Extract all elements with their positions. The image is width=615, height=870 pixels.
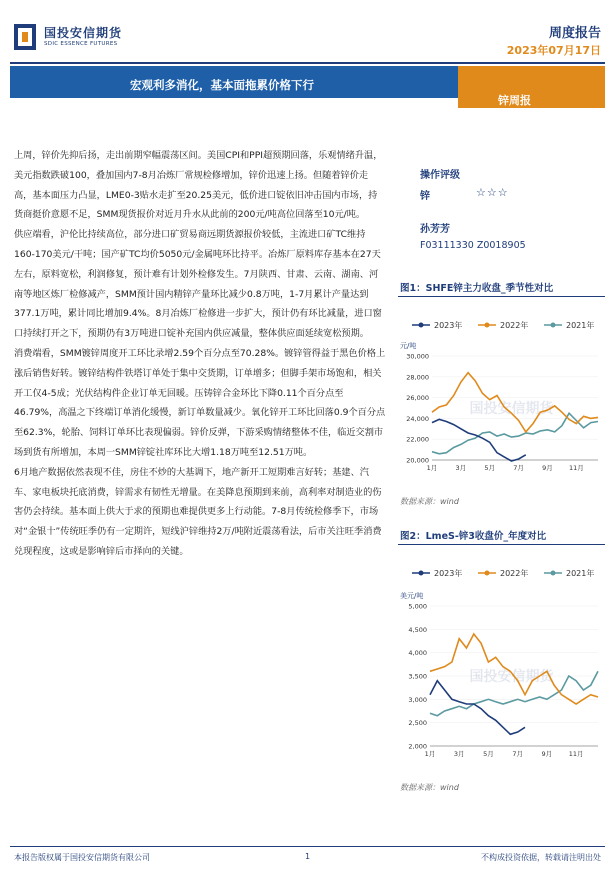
unit-label: 美元/吨 [400,592,424,600]
y-tick-label: 4,500 [408,625,427,634]
figure-2-divider [398,544,605,545]
y-tick-label: 4,000 [408,649,427,658]
rating-title: 操作评级 [420,170,460,181]
x-tick-label: 7月 [512,750,523,758]
legend-entry [478,568,528,578]
body-paragraph: 供应端看，沪伦比持续高位，部分进口矿贸易商远期货源报价较低，主流进口矿TC维持160-170美元/干吨；国产矿TC均价5050元/金属吨环比持平。冶炼厂原料库存基本在27天左右，原料宽松，利润修复，预计难有计划外检修发生。7月陕西、甘肃、云南、湖南、河南等地区炼厂检修减产，SMM预计国内精锌产量环比减少0.8万吨，1-7月累计产量达到377.1万吨，累计同比增加9.4%。8月冶炼厂检修进一步扩大，预计仍有环比减量，进口窗口持续打开之下，预期仍有3万吨进口锭补充国内供应减量，整体供应面延续宽松预期。 [14,229,382,340]
figure-1-source: 数据来源：wind [400,497,459,506]
legend-entry [544,320,594,330]
x-tick-label: 11月 [568,464,584,472]
watermark: 国投安信期货 [469,669,554,685]
y-tick-label: 24,000 [406,414,429,423]
legend-label: 2022年 [500,569,529,578]
banner-right [458,66,605,108]
figure-1-chart [398,300,605,490]
title-banner [10,66,605,108]
y-tick-label: 30,000 [406,352,429,361]
figure-2-title: 图2：LmeS-锌3收盘价_年度对比 [400,531,547,542]
report-type: 周度报告 [548,26,601,41]
legend-label: 2023年 [434,321,463,330]
x-tick-label: 3月 [455,464,467,472]
x-tick-label: 1月 [424,750,436,758]
report-tag: 锌周报 [498,94,531,107]
figure-1-title: 图1：SHFE锌主力收盘_季节性对比 [400,283,554,294]
analyst-id: F03111330 Z0018905 [420,240,526,251]
page-number: 1 [305,852,311,861]
legend-entry [544,568,594,578]
y-tick-label: 26,000 [406,394,429,403]
x-tick-label: 11月 [568,750,584,758]
y-tick-label: 20,000 [406,456,429,465]
company-logo-icon [14,24,36,50]
y-tick-label: 28,000 [406,373,429,382]
report-body [14,146,386,562]
x-tick-label: 5月 [483,750,494,758]
brand-name: 国投安信期货 [44,26,123,40]
legend-entry [412,320,462,330]
rating-stars: ☆☆☆ [476,186,509,199]
legend-label: 2022年 [500,321,529,330]
y-tick-label: 22,000 [406,435,429,444]
unit-label: 元/吨 [400,342,417,350]
y-tick-label: 5,000 [408,602,427,611]
report-title: 宏观利多消化，基本面拖累价格下行 [130,78,314,92]
footer-divider [10,846,605,847]
x-tick-label: 9月 [542,464,553,472]
legend-label: 2021年 [566,569,595,578]
y-tick-label: 2,500 [408,719,427,728]
legend-entry [412,568,462,578]
x-tick-label: 7月 [513,464,524,472]
y-tick-label: 2,000 [408,742,427,751]
footer-disclaimer: 不构成投资依据，转载请注明出处 [481,853,601,862]
report-date: 2023年07月17日 [506,44,601,57]
legend-label: 2021年 [566,321,595,330]
body-paragraph: 6月地产数据依然表现不佳，房住不炒的大基调下，地产新开工短期难言好转；基建、汽车、家电板块托底消费，锌需求有韧性无增量。在美降息预期到来前，高利率对制造业的伤害仍会持续。基本面上供大于求的预期也难提供更多上行动能。7-8月传统检修季下，市场对“金银十”传统旺季仍有一定期许，短线沪锌维持2万/吨附近震荡看法，后市关注旺季消费兑现程度，这或是影响锌后市择向的关键。 [14,466,382,557]
watermark: 国投安信期货 [469,401,554,417]
brand-name-english: SDIC ESSENCE FUTURES [44,41,118,47]
legend-entry [478,320,528,330]
rating-item: 锌 [420,191,430,202]
x-tick-label: 9月 [541,750,553,758]
footer-copyright: 本报告版权属于国投安信期货有限公司 [14,853,150,862]
header-divider [10,62,605,64]
analyst-name: 孙芳芳 [420,224,450,235]
legend-label: 2023年 [434,569,463,578]
figure-2-source: 数据来源：wind [400,783,459,792]
x-tick-label: 1月 [426,464,438,472]
y-tick-label: 3,000 [408,695,427,704]
body-paragraph: 消费端看，SMM镀锌周度开工环比录增2.59个百分点至70.28%。镀锌管得益于黑色价格上涨后销售好转。镀锌结构件铁塔订单处于集中交货期，订单增多；但脚手架市场饱和，相关开工仅4-5成；光伏结构件企业订单无回暖。压铸锌合金环比下降0.11个百分点至46.79%，高温之下终端订单消化缓慢，新订单数量减少。氧化锌开工环比回落0.9个百分点至62.3%，轮胎、饲料订单环比表现偏弱。锌价反弹，下游采购情绪整体不佳，临近交割市场到货有所增加，本周一SMM锌锭社库环比大增1.18万吨至12.51万吨。 [14,347,386,458]
x-tick-label: 5月 [484,464,496,472]
body-paragraph: 上周，锌价先抑后扬，走出前期窄幅震荡区间。美国CPI和PPI超预期回落，乐观情绪升温，美元指数跌破100，叠加国内7-8月冶炼厂常规检修增加，锌价迅速上扬。但随着锌价走高，基本面压力凸显，LME0-3贴水走扩至20.25美元，低价进口锭依旧冲击国内市场，持货商挺价意愿不足，SMM现货报价对近月升水从此前的200元/吨高位回落至10元/吨。 [14,150,383,221]
figure-1-divider [398,296,605,297]
x-tick-label: 3月 [453,750,465,758]
series-line [432,413,598,454]
figure-2-chart [398,548,605,778]
series-line [430,681,525,735]
y-tick-label: 3,500 [408,672,427,681]
series-line [432,419,526,461]
